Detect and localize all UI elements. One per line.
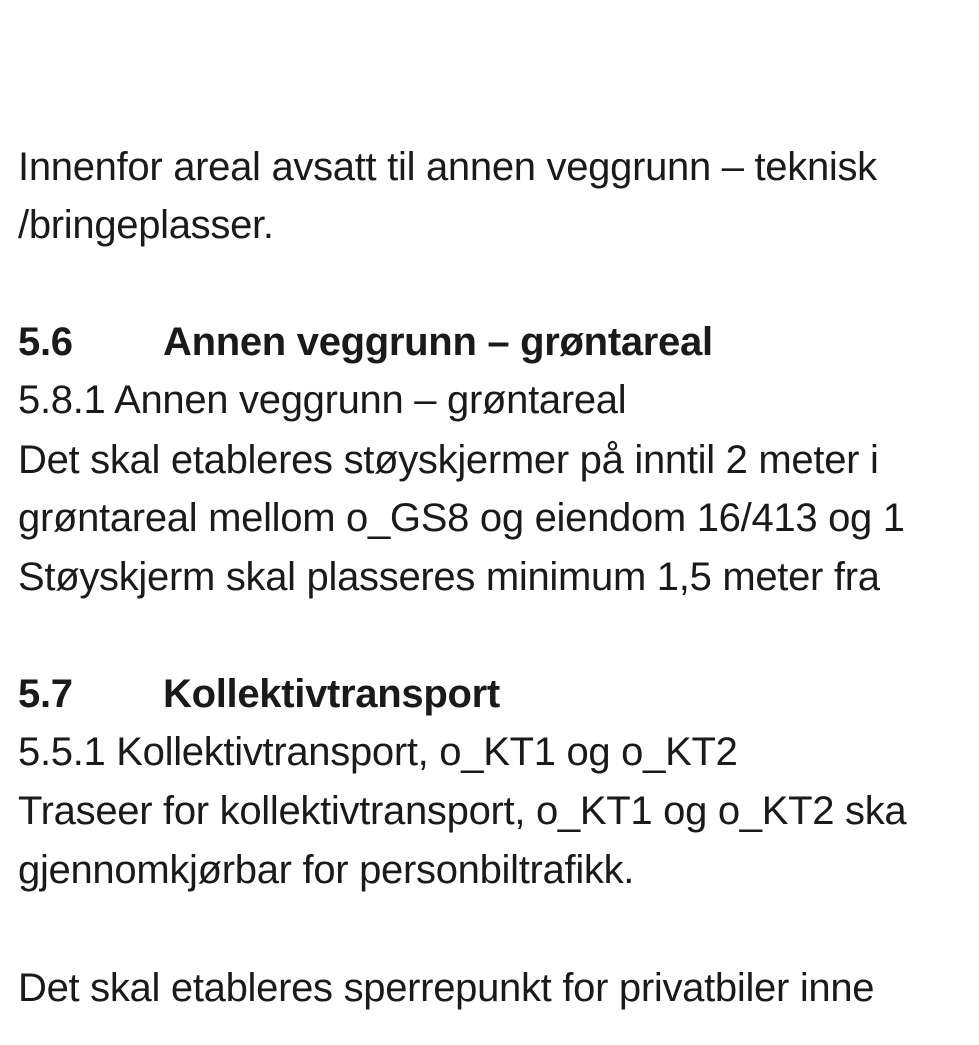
section-heading-5-6 — [18, 318, 713, 366]
section-number: 5.7 — [18, 672, 73, 716]
section-heading-5-7 — [18, 670, 500, 718]
subheading-5-8-1: 5.8.1 Annen veggrunn – grøntareal — [18, 378, 627, 422]
paragraph-line: Det skal etableres støyskjermer på inntil 2 meter i — [18, 438, 879, 482]
intro-line-2: /bringeplasser. — [18, 203, 274, 247]
paragraph-line: Det skal etableres sperrepunkt for privatbiler inne — [18, 966, 875, 1010]
paragraph-line: gjennomkjørbar for personbiltrafikk. — [18, 848, 635, 892]
section-number: 5.6 — [18, 320, 73, 364]
section-title: Annen veggrunn – grøntareal — [163, 320, 713, 364]
subheading-5-5-1: 5.5.1 Kollektivtransport, o_KT1 og o_KT2 — [18, 730, 738, 774]
paragraph-line: Traseer for kollektivtransport, o_KT1 og o_KT2 ska — [18, 789, 907, 833]
paragraph-line: grøntareal mellom o_GS8 og eiendom 16/413 og 1 — [18, 496, 905, 540]
paragraph-line: Støyskjerm skal plasseres minimum 1,5 meter fra — [18, 555, 880, 599]
section-title: Kollektivtransport — [163, 672, 500, 716]
intro-line-1: Innenfor areal avsatt til annen veggrunn – teknisk — [18, 145, 877, 189]
